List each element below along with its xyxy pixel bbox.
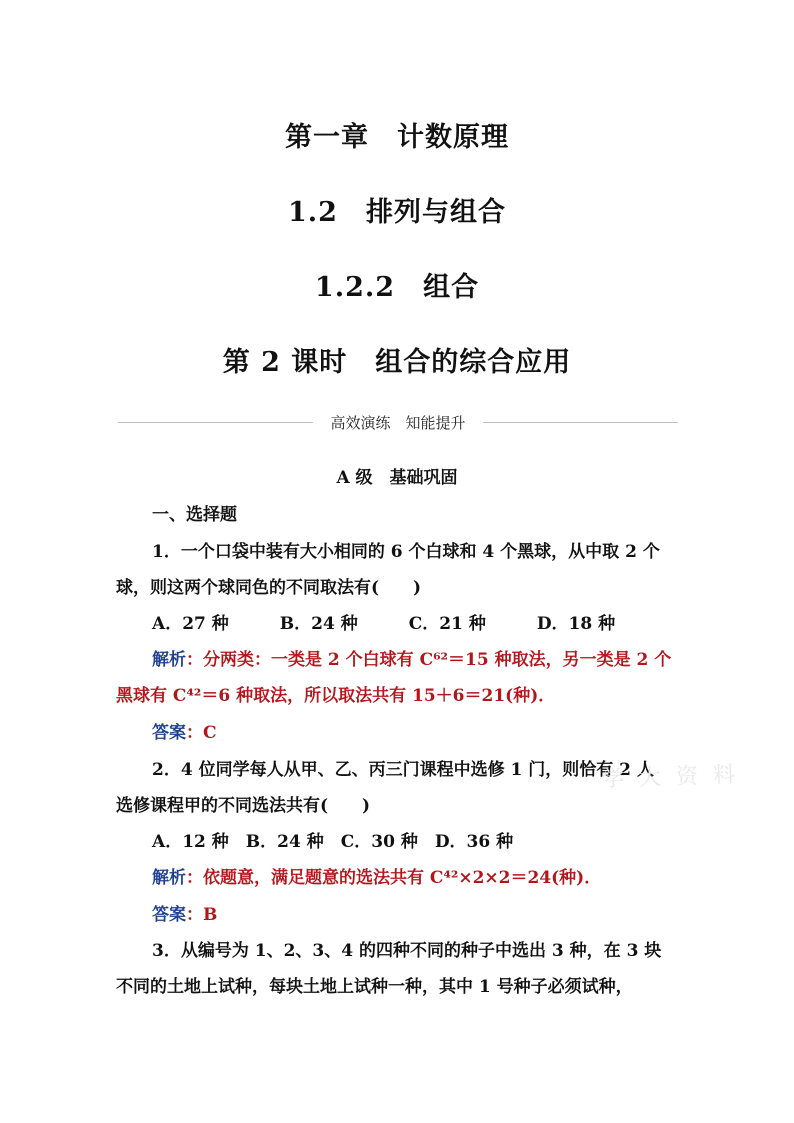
q1-answer — [152, 718, 217, 743]
q1-answer-label: 答案 — [152, 723, 186, 743]
part-title: 一、选择题 — [152, 505, 237, 525]
q3-line1: 3．从编号为 1、2、3、4 的四种不同的种子中选出 3 种，在 3 块 — [152, 941, 662, 961]
q2-analysis — [152, 863, 601, 888]
watermark: 学 大 资 料 — [601, 762, 740, 793]
divider-label: 高效演练 知能提升 — [324, 414, 471, 432]
q2-line2: 选修课程甲的不同选法共有( ) — [116, 796, 371, 816]
q1-line2: 球，则这两个球同色的不同取法有( ) — [116, 578, 422, 598]
q2-answer-value: ：B — [186, 905, 218, 925]
q1-analysis-line1: ：分两类：一类是 2 个白球有 C⁶²＝15 种取法，另一类是 2 个 — [186, 650, 672, 670]
q1-options: A．27 种 B．24 种 C．21 种 D．18 种 — [152, 614, 616, 634]
q1-analysis-line2: 黑球有 C⁴²＝6 种取法，所以取法共有 15＋6＝21(种)． — [116, 686, 556, 706]
section-title: 1.2 排列与组合 — [288, 197, 506, 228]
q1-line1: 1．一个口袋中装有大小相同的 6 个白球和 4 个黑球，从中取 2 个 — [152, 542, 660, 562]
q1-analysis-label: 解析 — [152, 650, 186, 670]
q2-options: A．12 种 B．24 种 C．30 种 D．36 种 — [152, 832, 514, 852]
lesson-title: 第 2 课时 组合的综合应用 — [222, 347, 572, 378]
q2-analysis-line1: ：依题意，满足题意的选法共有 C⁴²×2×2＝24(种)． — [186, 868, 602, 888]
subsection-title: 1.2.2 组合 — [314, 272, 480, 303]
q3-line2: 不同的土地上试种，每块土地上试种一种，其中 1 号种子必须试种， — [116, 977, 633, 997]
q2-answer-label: 答案 — [152, 905, 186, 925]
section-divider — [118, 410, 678, 434]
q1-answer-value: ：C — [186, 723, 217, 743]
q2-answer — [152, 900, 217, 925]
q1-analysis — [152, 645, 671, 670]
q2-line1: 2．4 位同学每人从甲、乙、丙三门课程中选修 1 门，则恰有 2 人 — [152, 760, 654, 780]
q2-analysis-label: 解析 — [152, 868, 186, 888]
level-title: A 级 基础巩固 — [336, 468, 458, 488]
chapter-title: 第一章 计数原理 — [285, 122, 509, 153]
